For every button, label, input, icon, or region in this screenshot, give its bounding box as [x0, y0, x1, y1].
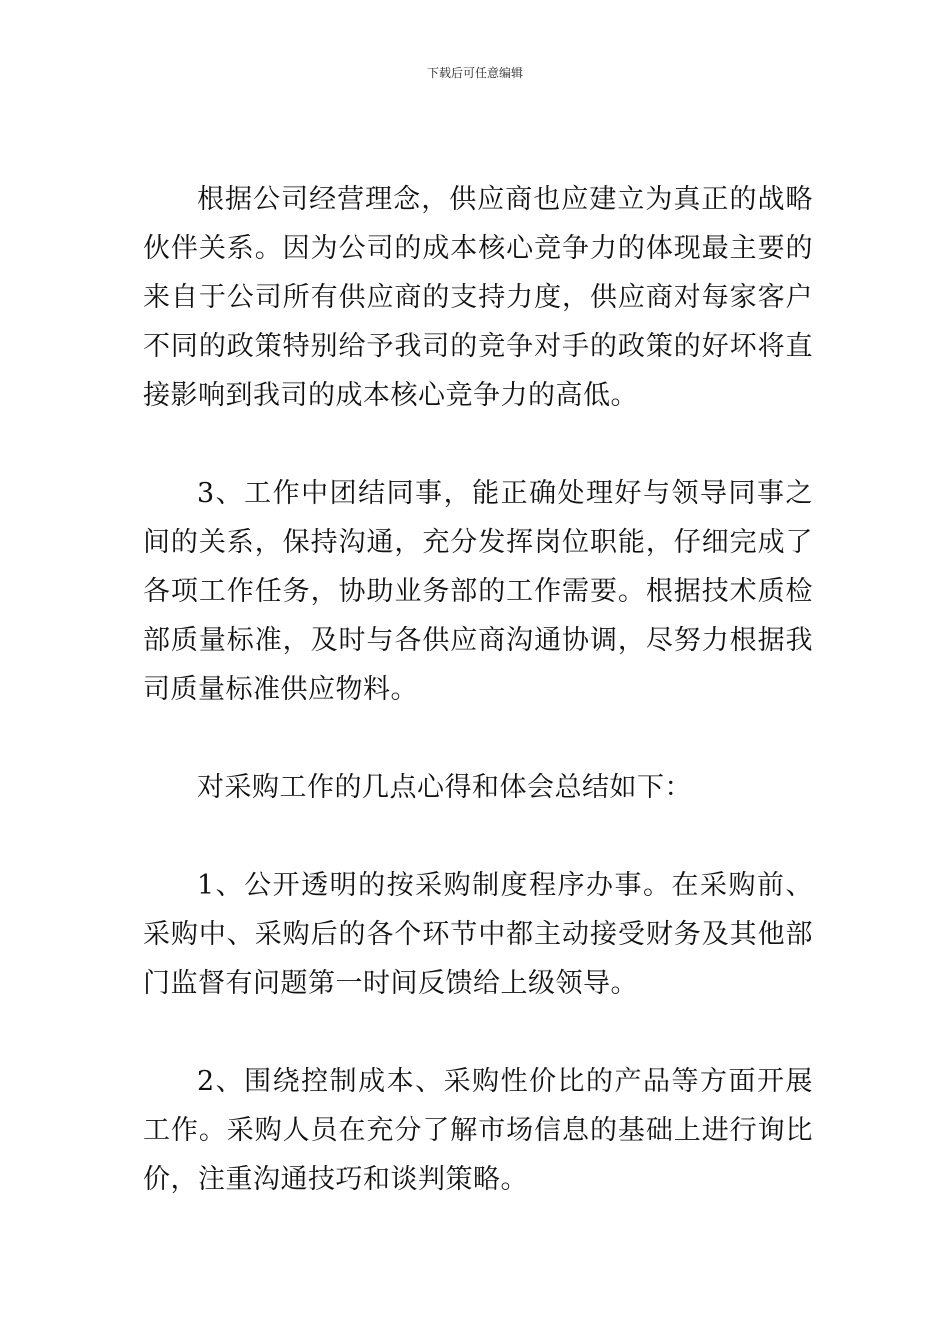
paragraph-summary-intro: 对采购工作的几点心得和体会总结如下：: [197, 772, 692, 803]
paragraph-item-3-teamwork: 3、工作中团结同事，能正确处理好与领导同事之间的关系，保持沟通，充分发挥岗位职能，仔细完成了各项工作任务，协助业务部的工作需要。根据技术质检部质量标准，及时与各供应商沟通协调，尽努力根据我司质量标准供应物料。: [143, 478, 813, 705]
paragraph-item-2-cost-control: 2、围绕控制成本、采购性价比的产品等方面开展工作。采购人员在充分了解市场信息的基础上进行询比价，注重沟通技巧和谈判策略。: [143, 1066, 813, 1195]
paragraph-supplier-partnership: 根据公司经营理念，供应商也应建立为真正的战略伙伴关系。因为公司的成本核心竞争力的体现最主要的来自于公司所有供应商的支持力度，供应商对每家客户不同的政策特别给予我司的竞争对手的政策的好坏将直接影响到我司的成本核心竞争力的高低。: [143, 184, 813, 411]
page-header-note: 下载后可任意编辑: [426, 66, 523, 80]
document-body: [143, 175, 813, 1253]
paragraph-item-1-transparency: 1、公开透明的按采购制度程序办事。在采购前、采购中、采购后的各个环节中都主动接受财务及其他部门监督有问题第一时间反馈给上级领导。: [143, 870, 813, 999]
